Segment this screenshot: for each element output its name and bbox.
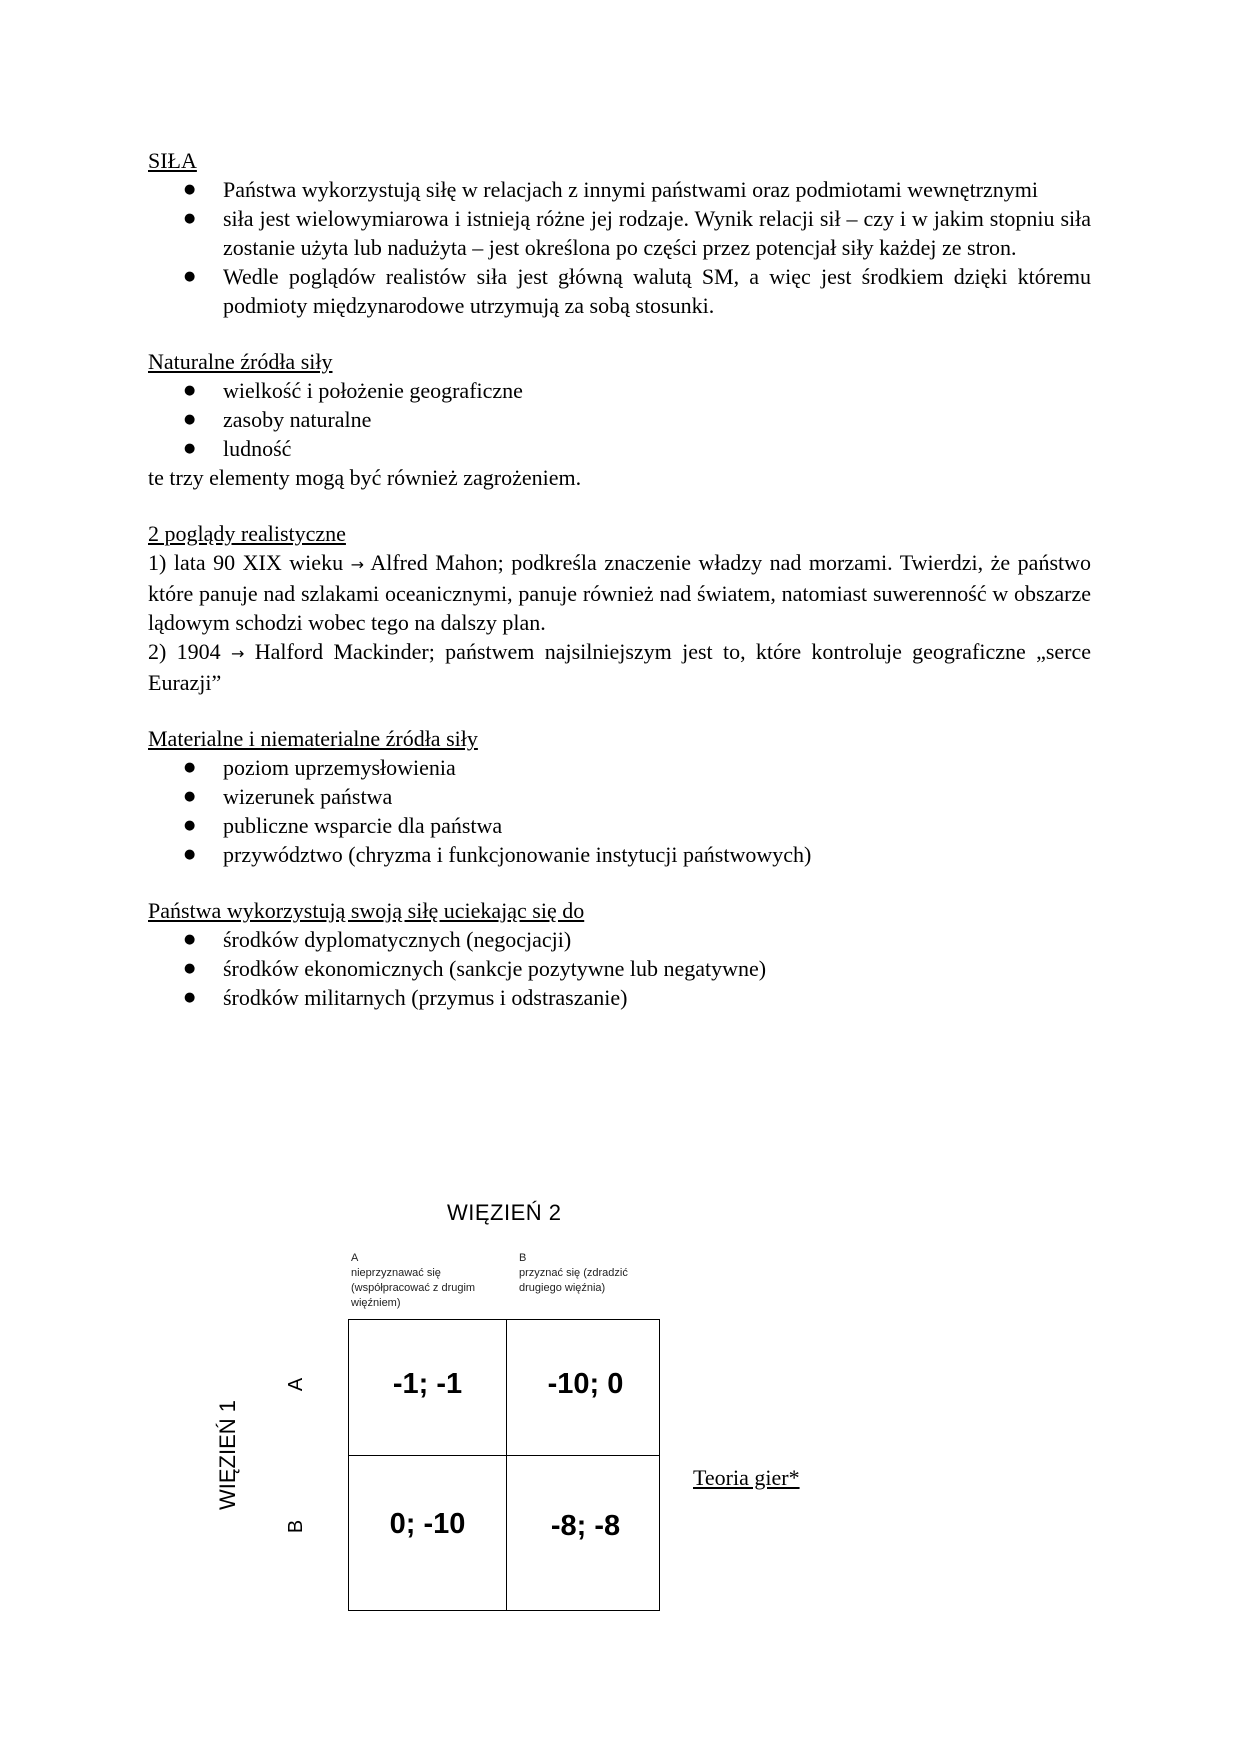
- realism-point-2-text: Halford Mackinder; państwem najsilniejszym jest to, które kontroluje geograficzne „serce Eurazji”: [148, 639, 1092, 695]
- means-list: [148, 925, 1091, 1012]
- sila-list: [148, 175, 1091, 320]
- heading-material-sources: Materialne i niematerialne źródła siły: [148, 726, 478, 751]
- list-item: ● publiczne wsparcie dla państwa: [148, 811, 1091, 840]
- payoff-cell-ba: 0; -10: [389, 1508, 466, 1540]
- list-item: ● środków dyplomatycznych (negocjacji): [148, 925, 1091, 954]
- column-b-letter: B: [519, 1252, 527, 1264]
- heading-natural-sources: Naturalne źródła siły: [148, 349, 333, 374]
- list-item: ● wizerunek państwa: [148, 782, 1091, 811]
- column-a-header: [351, 1251, 501, 1311]
- row-a-label: A: [285, 1377, 308, 1392]
- payoff-cell-ab: -10; 0: [547, 1368, 624, 1400]
- realism-point-1: [148, 548, 1091, 637]
- list-item: ● Wedle poglądów realistów siła jest główną walutą SM, a więc jest środkiem dzięki któremu podmioty międzynarodowe utrzymują za sobą stosunki.: [148, 262, 1091, 320]
- matrix-divider-vertical: [506, 1320, 507, 1610]
- realism-point-1-text: Alfred Mahon; podkreśla znaczenie władzy nad morzami. Twierdzi, że państwo które panuje nad szlakami oceanicznymi, panuje również nad światem, natomiast suwerenność w obszarze lądowym schodzi wobec tego na dalszy plan.: [148, 550, 1092, 635]
- natural-sources-list: [148, 376, 1091, 463]
- player1-label: WIĘZIEŃ 1: [215, 1400, 240, 1511]
- list-item: ● wielkość i położenie geograficzne: [148, 376, 1091, 405]
- arrow-right-icon: →: [230, 644, 245, 663]
- list-item: ● ludność: [148, 434, 1091, 463]
- list-item: ● zasoby naturalne: [148, 405, 1091, 434]
- game-theory-label: Teoria gier*: [693, 1465, 800, 1490]
- list-item: ● przywództwo (chryzma i funkcjonowanie instytucji państwowych): [148, 840, 1091, 869]
- list-item: ● Państwa wykorzystują siłę w relacjach z innymi państwami oraz podmiotami wewnętrznymi: [148, 175, 1091, 204]
- natural-sources-note: te trzy elementy mogą być również zagrożeniem.: [148, 465, 582, 490]
- column-a-letter: A: [351, 1252, 359, 1264]
- realism-point-2: [148, 637, 1091, 697]
- row-b-label: B: [285, 1519, 308, 1534]
- column-a-text: nieprzyznawać się (współpracować z drugim więźniem): [351, 1267, 476, 1309]
- matrix-divider-horizontal: [349, 1455, 659, 1456]
- realism-point-1-start: 1) lata 90 XIX wieku: [148, 550, 344, 575]
- heading-means: Państwa wykorzystują swoją siłę uciekając się do: [148, 898, 585, 923]
- list-item: ● siła jest wielowymiarowa i istnieją różne jej rodzaje. Wynik relacji sił – czy i w jakim stopniu siła zostanie użyta lub nadużyta – jest określona po części przez potencjał siły każdej ze stron.: [148, 204, 1091, 262]
- heading-realism: 2 poglądy realistyczne: [148, 521, 346, 546]
- list-item: ● środków militarnych (przymus i odstraszanie): [148, 983, 1091, 1012]
- payoff-cell-aa: -1; -1: [392, 1368, 463, 1400]
- player2-label: WIĘZIEŃ 2: [447, 1200, 562, 1225]
- payoff-cell-bb: -8; -8: [550, 1510, 621, 1542]
- document-body: [148, 146, 1091, 1012]
- arrow-right-icon: →: [350, 555, 365, 574]
- material-sources-list: [148, 753, 1091, 869]
- realism-point-2-start: 2) 1904: [148, 639, 221, 664]
- column-b-text: przyznać się (zdradzić drugiego więźnia): [519, 1267, 628, 1294]
- heading-sila: SIŁA: [148, 148, 197, 173]
- column-b-header: [519, 1251, 669, 1296]
- list-item: ● poziom uprzemysłowienia: [148, 753, 1091, 782]
- list-item: ● środków ekonomicznych (sankcje pozytywne lub negatywne): [148, 954, 1091, 983]
- payoff-matrix: [348, 1319, 660, 1611]
